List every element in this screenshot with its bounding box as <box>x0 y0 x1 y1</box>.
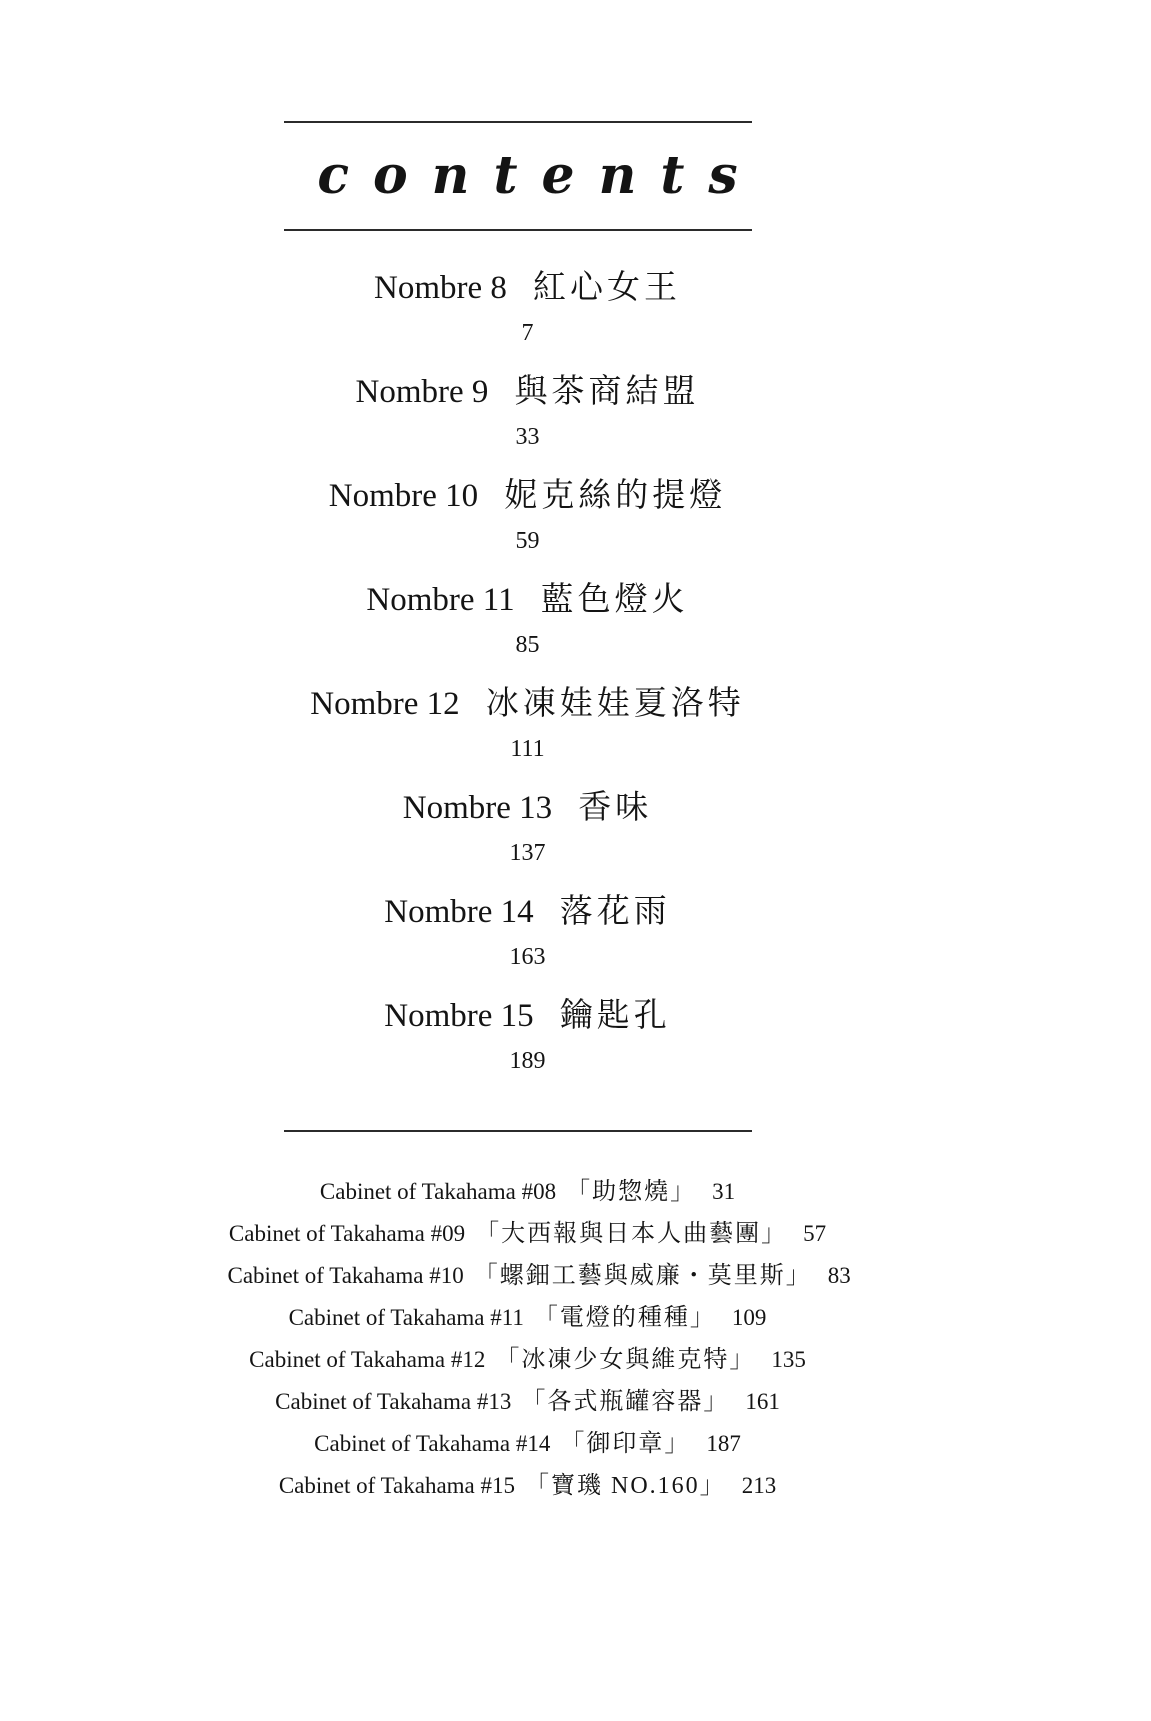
chapter-label: Nombre 9 <box>355 374 489 410</box>
cabinet-page-number: 57 <box>803 1221 827 1246</box>
chapter-entry <box>228 576 828 666</box>
header-rule-bottom <box>284 229 752 231</box>
header-rule-top <box>284 121 752 123</box>
chapter-page-number: 163 <box>509 944 546 970</box>
chapter-entry <box>228 992 828 1082</box>
chapter-label: Nombre 13 <box>402 790 553 826</box>
chapter-entry <box>228 784 828 874</box>
chapter-title-line <box>228 888 828 936</box>
cabinet-title: 「寶璣 NO.160」 <box>525 1473 726 1499</box>
chapter-title: 與茶商結盟 <box>514 374 700 410</box>
cabinet-label: Cabinet of Takahama #11 <box>288 1305 524 1330</box>
chapter-page-number: 85 <box>515 632 540 658</box>
chapter-page-number: 7 <box>521 320 534 346</box>
cabinet-title: 「大西報與日本人曲藝團」 <box>475 1221 788 1247</box>
chapter-title-line <box>228 472 828 520</box>
cabinet-label: Cabinet of Takahama #14 <box>314 1431 551 1456</box>
cabinet-title: 「電燈的種種」 <box>533 1305 716 1331</box>
cabinet-label: Cabinet of Takahama #10 <box>227 1263 464 1288</box>
cabinet-page-number: 161 <box>745 1389 780 1414</box>
cabinet-entry <box>228 1465 828 1507</box>
cabinet-page-number: 135 <box>771 1347 806 1372</box>
cabinet-label: Cabinet of Takahama #15 <box>278 1473 516 1498</box>
cabinet-title: 「御印章」 <box>560 1431 691 1457</box>
cabinet-list <box>227 1171 851 1507</box>
chapter-page-number: 59 <box>515 528 540 554</box>
cabinet-entry <box>228 1423 828 1465</box>
chapter-list <box>228 264 828 1082</box>
cabinet-entry <box>228 1213 828 1255</box>
cabinet-page-number: 187 <box>706 1431 741 1456</box>
chapter-label: Nombre 15 <box>384 998 534 1034</box>
chapter-title-line <box>228 576 828 624</box>
chapter-page-number: 33 <box>515 424 540 450</box>
chapter-entry <box>228 368 828 458</box>
cabinet-label: Cabinet of Takahama #09 <box>228 1221 466 1246</box>
cabinet-label: Cabinet of Takahama #08 <box>319 1179 557 1204</box>
chapter-title: 藍色燈火 <box>540 582 689 618</box>
chapter-label: Nombre 12 <box>310 686 460 722</box>
cabinet-page-number: 31 <box>712 1179 736 1204</box>
chapter-entry <box>228 264 828 354</box>
chapter-entry <box>228 888 828 978</box>
cabinet-entry <box>228 1171 828 1213</box>
cabinet-entry <box>228 1297 828 1339</box>
chapter-label: Nombre 10 <box>328 478 479 514</box>
chapter-title-line <box>228 784 828 832</box>
cabinet-entry <box>228 1381 828 1423</box>
cabinet-title: 「螺鈿工藝與威廉・莫里斯」 <box>473 1263 812 1289</box>
cabinet-page-number: 213 <box>741 1473 777 1498</box>
chapter-page-number: 137 <box>509 840 546 866</box>
chapter-title-line <box>228 264 828 312</box>
chapter-page-number: 111 <box>510 736 545 762</box>
contents-header <box>228 121 828 231</box>
chapter-title: 妮克絲的提燈 <box>504 478 727 514</box>
section-divider-rule <box>284 1130 752 1132</box>
chapter-page-number: 189 <box>509 1048 546 1074</box>
cabinet-entry <box>228 1339 828 1381</box>
cabinet-label: Cabinet of Takahama #12 <box>249 1347 486 1372</box>
cabinet-title: 「冰凍少女與維克特」 <box>495 1347 756 1373</box>
chapter-title-line <box>228 680 828 728</box>
cabinet-entry <box>227 1255 851 1297</box>
chapter-entry <box>228 472 828 562</box>
chapter-title: 紅心女王 <box>532 270 681 306</box>
chapter-title: 香味 <box>578 790 653 826</box>
chapter-title: 冰凍娃娃夏洛特 <box>485 686 745 722</box>
cabinet-page-number: 83 <box>827 1263 851 1288</box>
cabinet-label: Cabinet of Takahama #13 <box>275 1389 512 1414</box>
chapter-title: 鑰匙孔 <box>559 998 671 1034</box>
contents-page <box>227 121 851 1507</box>
chapter-label: Nombre 11 <box>366 582 515 618</box>
chapter-entry <box>228 680 828 770</box>
chapter-title-line <box>228 992 828 1040</box>
chapter-title-line <box>228 368 828 416</box>
cabinet-page-number: 109 <box>731 1305 767 1330</box>
cabinet-title: 「助惣燒」 <box>566 1179 697 1205</box>
chapter-title: 落花雨 <box>559 894 671 930</box>
cabinet-title: 「各式瓶罐容器」 <box>521 1389 730 1415</box>
page-title: contents <box>317 145 762 206</box>
chapter-label: Nombre 8 <box>374 270 507 306</box>
chapter-label: Nombre 14 <box>384 894 534 930</box>
